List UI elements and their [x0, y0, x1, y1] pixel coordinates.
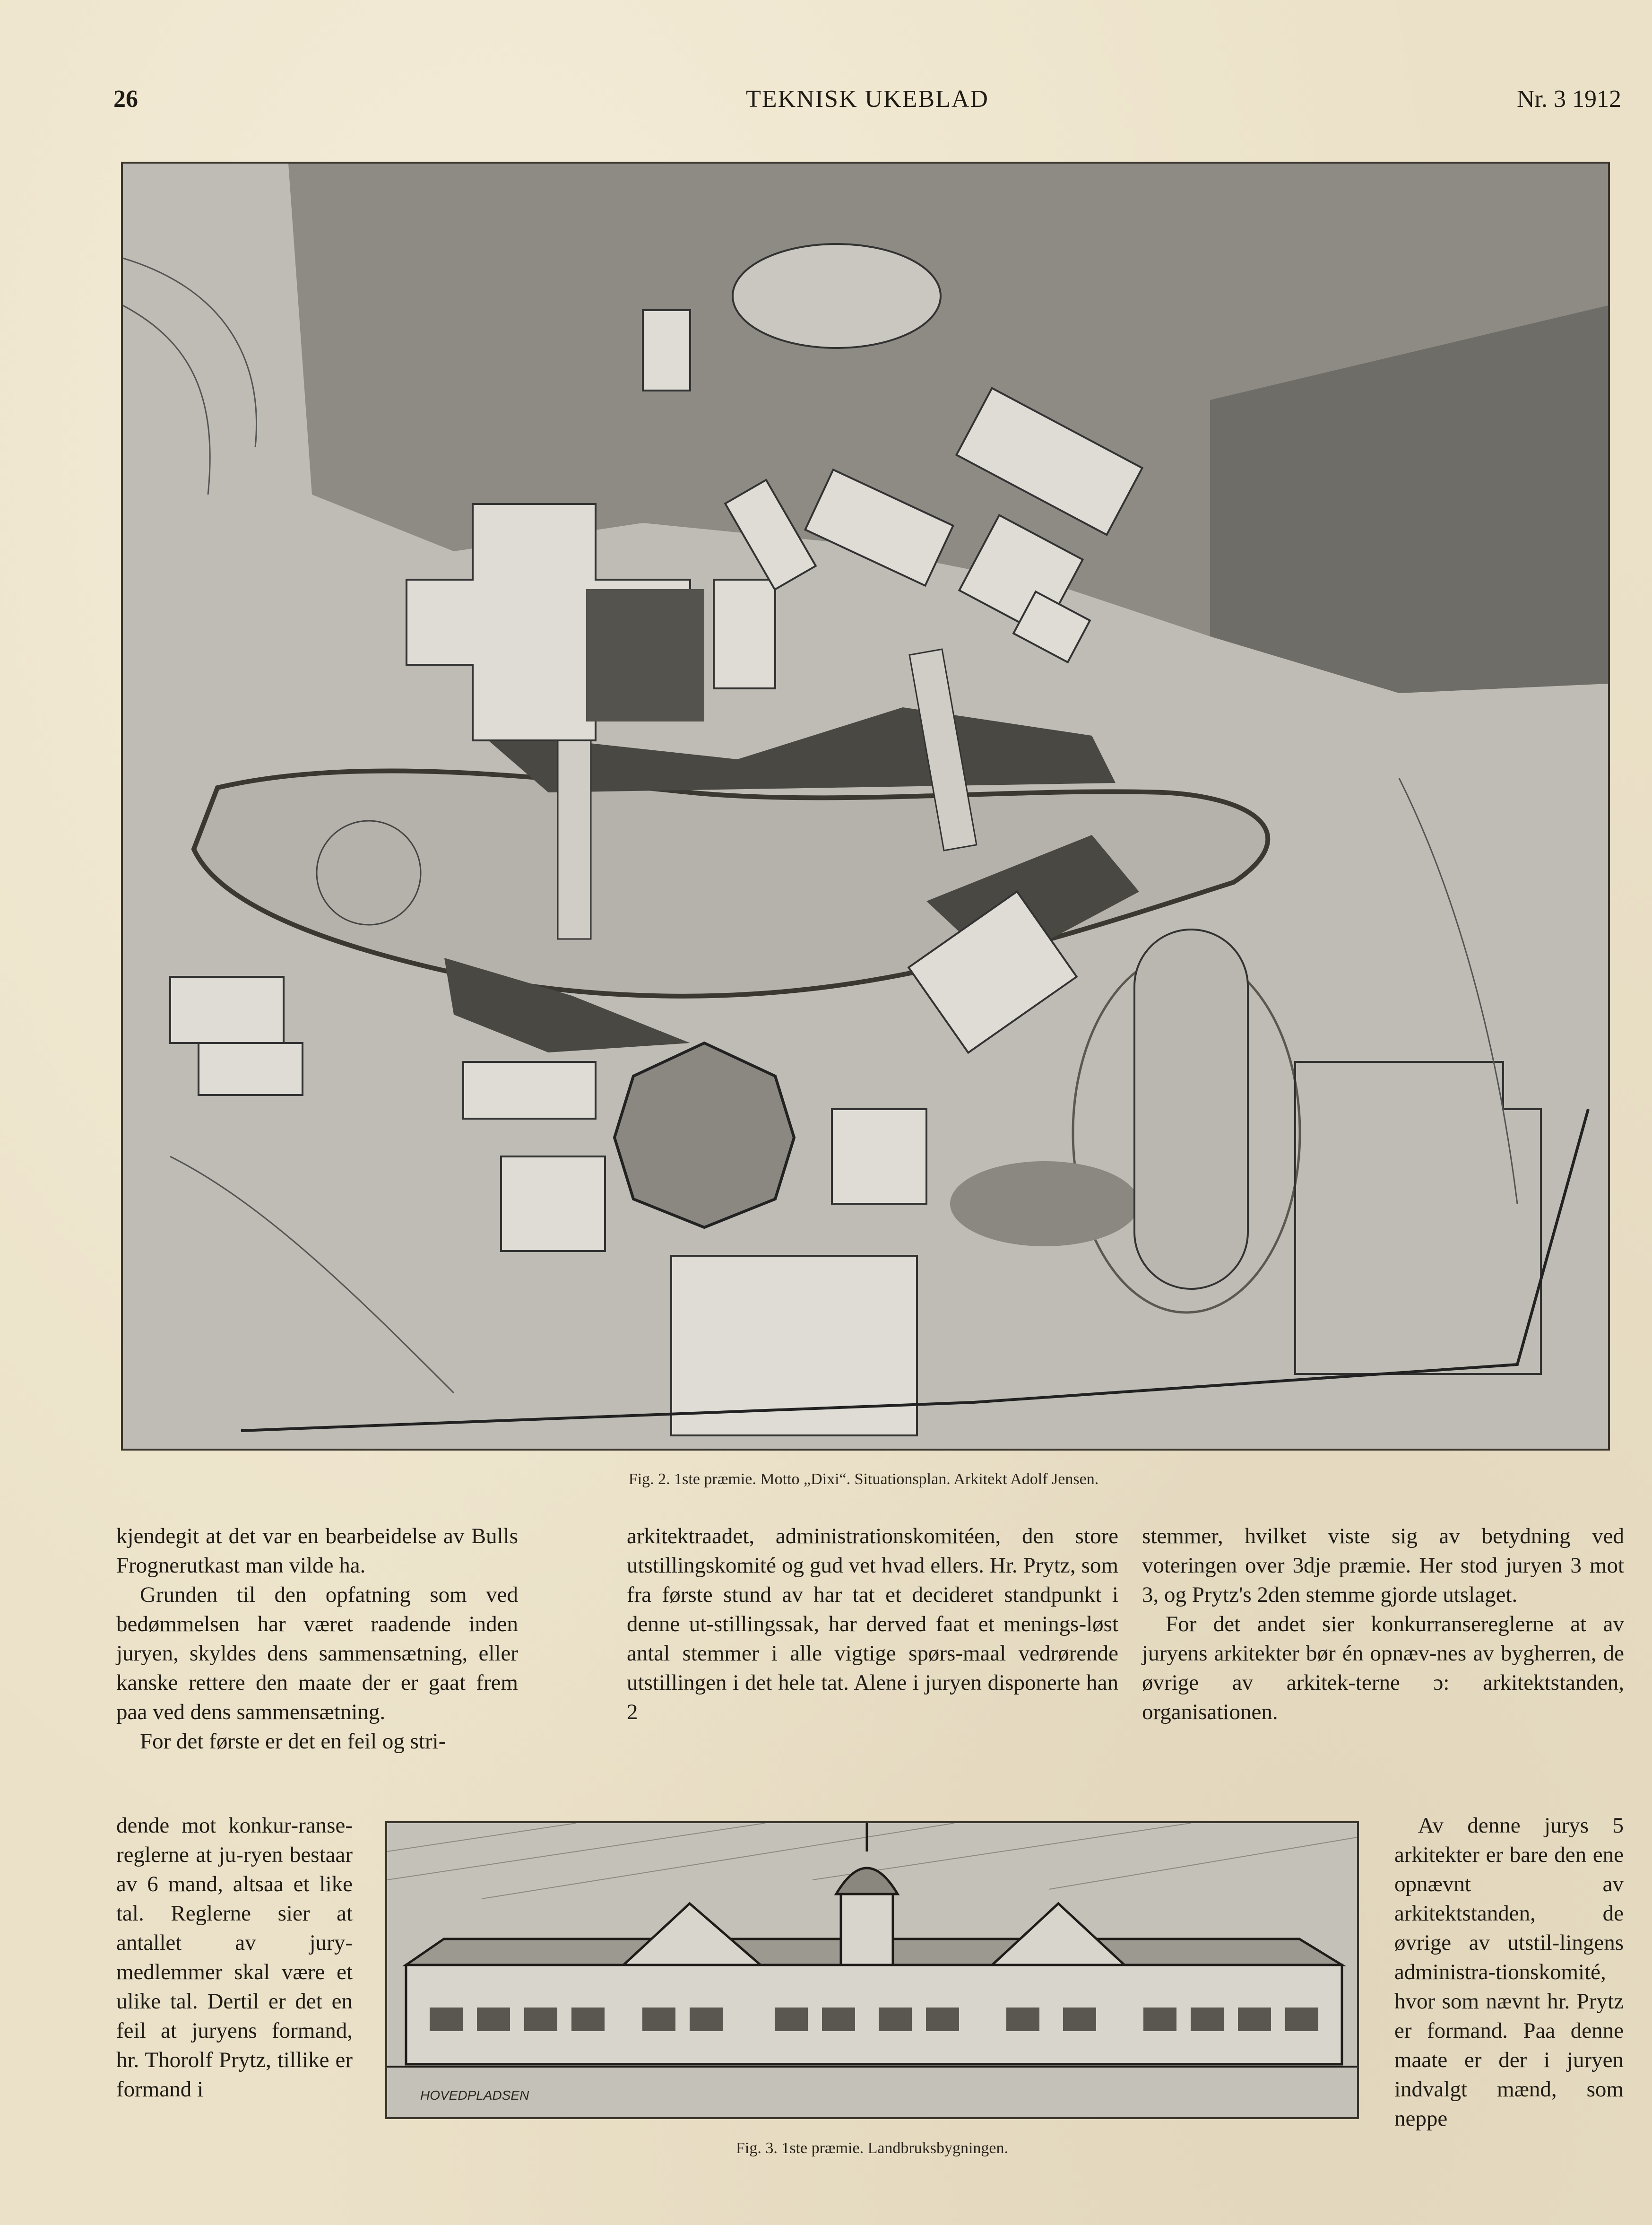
- figure-3-caption: Fig. 3. 1ste præmie. Landbruksbygningen.: [735, 2139, 1009, 2157]
- paragraph: For det første er det en feil og stri-: [140, 1729, 446, 1754]
- paragraph: kjendegit at det var en bearbeidelse av Bulls Frognerutkast man vilde ha.: [116, 1524, 518, 1578]
- paragraph: arkitektraadet, administrationskomitéen, den store utstillingskomité og gud vet hvad ellers. Hr. Prytz, som fra første stund av har tat et decideret standpunkt i denne ut-stillingssak, har derved faat et menings-løst antal stemmer i alle vigtige spørs-maal vedrørende utstillingen i det hele tat. Alene i juryen disponerte han 2: [627, 1524, 1118, 1724]
- column-middle-top: [627, 1521, 1118, 1727]
- paragraph: Grunden til den opfatning som ved bedømmelsen har været raadende inden juryen, skyldes dens sammensætning, eller kanske rettere den maate der er gaat frem paa ved dens sammensætning.: [116, 1582, 518, 1724]
- figure-2-caption: Fig. 2. 1ste præmie. Motto „Dixi“. Situationsplan. Arkitekt Adolf Jensen.: [628, 1470, 1099, 1488]
- paragraph: Av denne jurys 5 arkitekter er bare den ene opnævnt av arkitektstanden, de øvrige av utstil-lingens administra-tionskomité, hvor som nævnt hr. Prytz er formand. Paa denne maate er der i juryen indvalgt mænd, som neppe: [1394, 1813, 1624, 2131]
- elevation-label: HOVEDPLADSEN: [420, 2088, 529, 2103]
- column-left-bottom: [116, 1811, 353, 2104]
- building-elevation-figure: [385, 1821, 1359, 2119]
- paragraph: For det andet sier konkurransereglerne at av juryens arkitekter bør én opnæv-nes av bygherren, de øvrige av arkitek-terne ɔ: arkitektstanden, organisationen.: [1142, 1612, 1624, 1724]
- column-right-top: [1142, 1521, 1624, 1727]
- building-elevation-drawing: [387, 1823, 1357, 2117]
- paragraph: dende mot konkur-ransereglerne at ju-ryen bestaar av 6 mand, altsaa et like tal. Reglerne sier at antallet av jury-medlemmer skal være et ulike tal. Dertil er det en feil at juryens formand, hr. Thorolf Prytz, tillike er formand i: [116, 1813, 353, 2102]
- page-header: [113, 80, 1621, 118]
- issue-number: Nr. 3 1912: [1517, 86, 1621, 113]
- page-number: 26: [113, 86, 138, 113]
- site-plan-figure: [121, 162, 1610, 1451]
- site-plan-drawing: [123, 164, 1608, 1449]
- paragraph: stemmer, hvilket viste sig av betydning ved voteringen over 3dje præmie. Her stod juryen 3 mot 3, og Prytz's 2den stemme gjorde utslaget.: [1142, 1524, 1624, 1607]
- column-right-bottom: [1394, 1811, 1624, 2133]
- column-left-top: [116, 1521, 518, 1756]
- journal-title: TEKNISK UKEBLAD: [746, 86, 989, 113]
